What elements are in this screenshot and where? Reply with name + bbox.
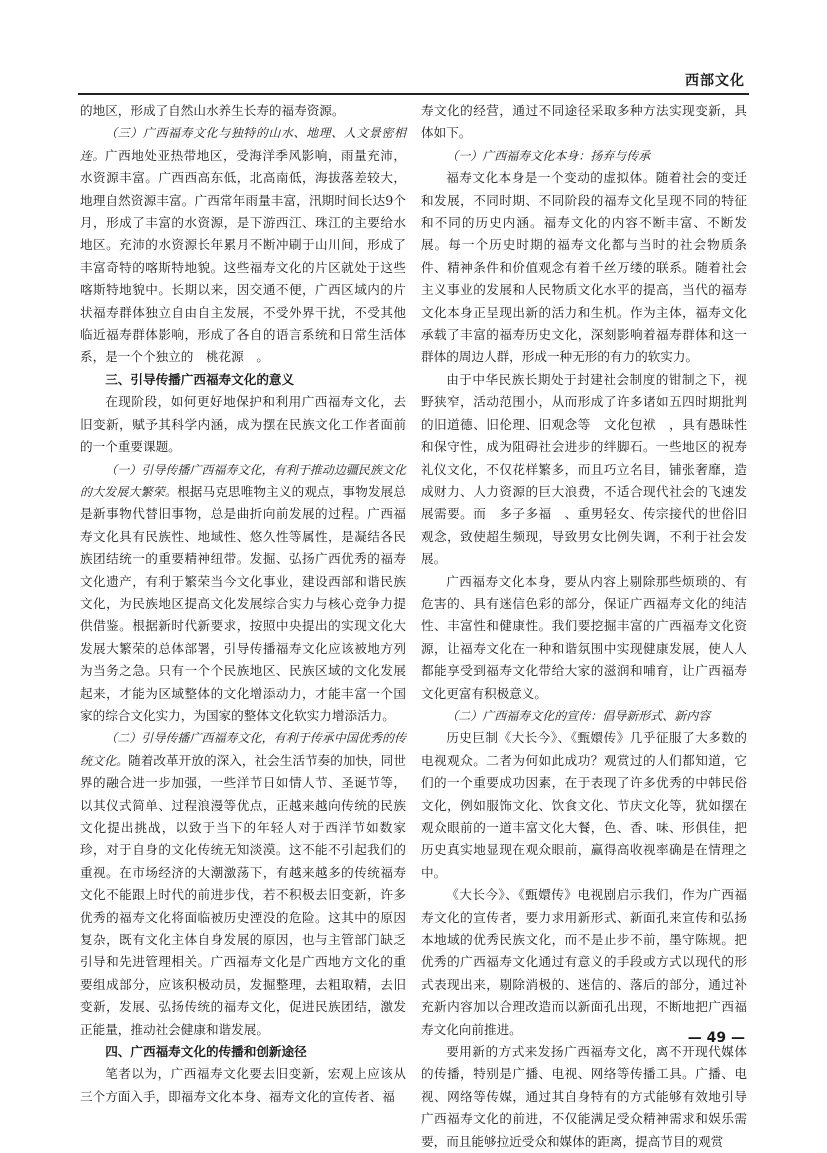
subsection-paragraph: [80, 122, 406, 368]
section-heading: 三、引导传播广西福寿文化的意义: [105, 371, 295, 387]
subsection-paragraph: [80, 459, 406, 728]
paragraph-text: 广西地处亚热带地区，受海洋季风影响，雨量充沛，水资源丰富。广西西高东低，北高南低，海拔落差较大，地理自然资源丰富。广西常年雨量丰富，汛期时间长达9个月，形成了丰富的水资源，是下游西江、珠江的主要给水地区。充沛的水资源长年累月不断冲刷于山川间，形成了丰富奇特的喀斯特地貌。这些福寿文化的片区就处于这些喀斯特地貌中。长期以来，因交通不便，广西区域内的片状福寿群体独立自由自主发展，不受外界干扰，不受其他临近福寿群体影响，形成了各自的语言系统和日常生活体系，是一个个独立的 桃花源 。: [80, 147, 406, 365]
subsection-heading: （一）引导传播广西福寿文化，有利于推动边疆民族文化的大发展大繁荣。: [80, 462, 406, 499]
paragraph: 在现阶段，如何更好地保护和利用广西福寿文化，去旧变新，赋予其科学内涵，成为摆在民族文化工作者面前的一个重要课题。: [80, 394, 406, 455]
paragraph: 广西福寿文化本身，要从内容上剔除那些烦琐的、有危害的、具有迷信色彩的部分，保证广西福寿文化的纯洁性、丰富性和健康性。我们要挖掘丰富的广西福寿文化资源，让福寿文化在一种和谐氛围中实现健康发展，使人人都能享受到福寿文化带给大家的滋润和哺育，让广西福寿文化更富有积极意义。: [421, 573, 747, 701]
right-column: [421, 100, 747, 1153]
paragraph-text: 随着改革开放的深入，社会生活节奏的加快，同世界的融合进一步加强，一些洋节日如情人节、圣诞节等，以其仪式简单、过程浪漫等优点，正越来越向传统的民族文化提出挑战，以致于当下的年轻人对于西洋节如数家珍，对于自身的文化传统无知淡漠。这不能不引起我们的重视。在市场经济的大潮激荡下，有越来越多的传统福寿文化不能跟上时代的前进步伐，若不积极去旧变新，许多优秀的福寿文化将面临被历史湮没的危险。这其中的原因复杂，既有文化主体自身发展的原因，也与主管部门缺乏引导和先进管理相关。广西福寿文化是广西地方文化的重要组成部分，应该积极动员，发掘整理，去粗取精，去旧变新，发展、弘扬传统的福寿文化，促进民族团结，激发正能量，推动社会健康和谐发展。: [80, 752, 406, 1037]
subsection-heading: （二）广西福寿文化的宣传：倡导新形式、新内容: [446, 708, 711, 723]
paragraph: 福寿文化本身是一个变动的虚拟体。随着社会的变迁和发展，不同时期、不同阶段的福寿文化呈现不同的特征和不同的历史内涵。福寿文化的内容不断丰富、不断发展。每一个历史时期的福寿文化都与当时的社会物质条件、精神条件和价值观念有着千丝万缕的联系。随着社会主义事业的发展和人民物质文化水平的提高，当代的福寿文化本身正呈现出新的活力和生机。作为主体，福寿文化承载了丰富的福寿历史文化，深刻影响着福寿群体和这一群体的周边人群，形成一种无形的有力的软实力。: [421, 170, 747, 365]
paragraph: 要用新的方式来发扬广西福寿文化，离不开现代媒体的传播，特别是广播、电视、网络等传播工具。广播、电视、网络等传媒，通过其自身特有的方式能够有效地引导广西福寿文化的前进，不仅能满足受众精神需求和娱乐需要，而且能够拉近受众和媒体的距离，提高节目的观赏: [421, 1044, 747, 1149]
paragraph: 寿文化的经营，通过不同途径采取多种方法实现变新，具体如下。: [421, 103, 747, 141]
paragraph: 笔者以为，广西福寿文化要去旧变新，宏观上应该从三个方面入手，即福寿文化本身、福寿文化的宣传者、福: [80, 1066, 406, 1104]
paragraph: 历史巨制《大长今》、《甄嬛传》几乎征服了大多数的电视观众。二者为何如此成功？观赏过的人们都知道，它们的一个重要成功因素，在于表现了许多优秀的中韩民俗文化，例如服饰文化、饮食文化、节庆文化等，犹如摆在观众眼前的一道丰富文化大餐，色、香、味、形俱佳，把历史真实地显现在观众眼前，赢得高收视率确是在情理之中。: [421, 730, 747, 880]
left-column: [80, 100, 406, 1108]
page-number: — 49 —: [687, 1030, 745, 1046]
subsection-heading: （三）广西福寿文化与独特的山水、地理、人文景密相连。: [80, 126, 406, 163]
paragraph: 《大长今》、《甄嬛传》电视剧启示我们，作为广西福寿文化的宣传者，要力求用新形式、新面孔来宣传和弘扬本地域的优秀民族文化，而不是止步不前，墨守陈规。把优秀的广西福寿文化通过有意义的手段或方式以现代的形式表现出来，剔除消极的、迷信的、落后的部分，通过补充新内容加以合理改造而以新面孔出现，不断地把广西福寿文化向前推进。: [421, 887, 747, 1037]
subsection-heading: （二）引导传播广西福寿文化，有利于传承中国优秀的传统文化。: [80, 731, 406, 768]
paragraph: 由于中华民族长期处于封建社会制度的钳制之下，视野狭窄，活动范围小，从而形成了许多诸如五四时期批判的旧道德、旧伦理、旧观念等 文化包袱 ，具有愚昧性和保守性，成为阻碍社会进步的绊脚石。一些地区的祝寿礼仪文化，不仅花样繁多，而且巧立名目，铺张奢靡，造成财力、人力资源的巨大浪费，不适合现代社会的飞速发展需要。而 多子多福 、重男轻女、传宗接代的世俗旧观念，致使超生频现，导致男女比例失调，不利于社会发展。: [421, 371, 747, 567]
subsection-paragraph: [421, 705, 747, 727]
paragraph-text: 根据马克思唯物主义的观点，事物发展总是新事物代替旧事物，总是曲折向前发展的过程。广西福寿文化具有民族性、地域性、悠久性等属性，是凝结各民族团结统一的重要精神纽带。发掘、弘扬广西优秀的福寿文化遗产，有利于繁荣当今文化事业，建设西部和谐民族文化，为民族地区提高文化发展综合实力与核心竞争力提供借鉴。根据新时代新要求，按照中央提出的实现文化大发展大繁荣的总体部署，引导传播福寿文化应该被地方列为当务之急。只有一个个民族地区、民族区域的文化发展起来，才能为区域整体的文化增添动力，才能丰富一个国家的综合文化实力，为国家的整体文化软实力增添活力。: [80, 483, 406, 723]
paragraph: 的地区，形成了自然山水养生长寿的福寿资源。: [80, 103, 345, 118]
section-heading: 四、广西福寿文化的传播和创新途径: [105, 1044, 307, 1060]
header-section-label: 西部文化: [685, 73, 745, 89]
subsection-paragraph: [421, 145, 747, 167]
subsection-heading: （一）广西福寿文化本身：扬弃与传承: [446, 148, 651, 163]
header-rule: [78, 93, 749, 95]
subsection-paragraph: [80, 727, 406, 1041]
